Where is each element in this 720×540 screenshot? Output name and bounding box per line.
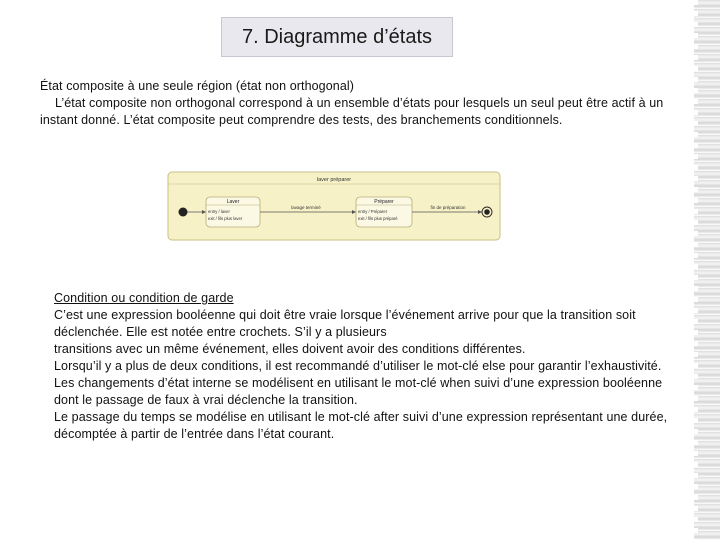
state-laver-name: Laver [226,199,240,205]
section1-heading: État composite à une seule région (état non orthogonal) [40,79,355,93]
section2-heading: Condition ou condition de garde [54,291,234,305]
state-diagram [166,170,502,242]
final-state-dot [484,209,490,215]
slide-title [221,17,453,57]
section1-body: L’état composite non orthogonal correspond à un ensemble d’états pour lesquels un seul peut être actif à un instant donné. L’état composite peut comprendre des tests, des branchements conditionnels. [40,96,664,127]
section2-line-4: Les changements d’état interne se modélisent en utilisant le mot-clé when suivi d’une expression booléenne dont le passage de faux à vrai déclenche la transition. [54,376,663,407]
section2-line-5: Le passage du temps se modélise en utilisant le mot-clé after suivi d’une expression représentant une durée, décomptée à partir de l’entrée dans l’état courant. [54,410,668,441]
final-transition-label: fin de préparation [430,205,466,210]
transition-label: lavage terminé [291,205,321,210]
section2-line-1: C’est une expression booléenne qui doit être vraie lorsque l’événement arrive pour que la transition soit déclenchée. Elle est notée entre crochets. S’il y a plusieurs [54,308,636,339]
composite-state-label: laver préparer [316,177,352,183]
torn-page-edge [694,0,720,540]
state-laver-exit: exit / fils plus laver [208,216,243,221]
state-preparer-entry: entry / Préparer [358,209,388,214]
section-composite-state [40,78,680,129]
section2-line-2: transitions avec un même événement, elles doivent avoir des conditions différentes. [54,342,526,356]
initial-state-dot [179,208,188,217]
state-preparer-name: Préparer [374,199,394,205]
section-guard-condition [54,290,679,443]
slide-title-text: 7. Diagramme d’états [241,25,433,48]
section2-line-3: Lorsqu’il y a plus de deux conditions, il est recommandé d’utiliser le mot-clé else pour garantir l’exhaustivité. [54,359,662,373]
state-laver-entry: entry / laver [208,209,230,214]
state-preparer-exit: exit / fils plus préparé [358,216,398,221]
